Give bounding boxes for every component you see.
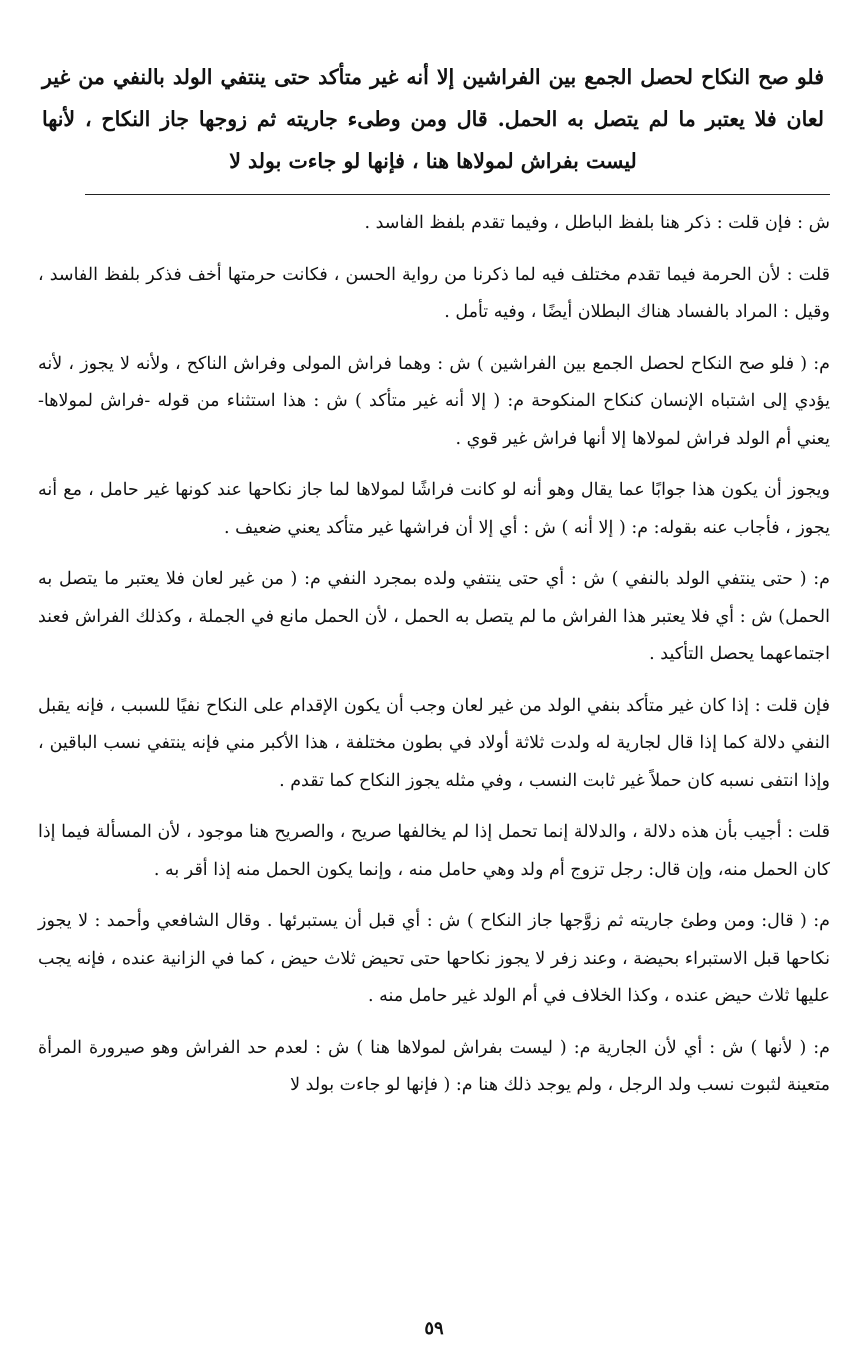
commentary-paragraph: قلت : لأن الحرمة فيما تقدم مختلف فيه لما ذكرنا من رواية الحسن ، فكانت حرمتها أخف فذكر بلفظ الفاسد ، وقيل : المراد بالفساد هناك البطلان أيضًا ، وفيه تأمل . [38,264,830,322]
separator-rule [85,194,830,195]
commentary-paragraph: فإن قلت : إذا كان غير متأكد بنفي الولد من غير لعان وجب أن يكون الإقدام على النكاح نفيًا للسبب ، فإنه يقبل النفي دلالة كما إذا قال لجارية له ولدت ثلاثة أولاد في بطون مختلفة ، هذا الأكبر مني فإنه ينتفي نسب الباقين ، وإذا انتفى نسبه كان حملاً غير ثابت النسب ، وفي مثله يجوز النكاح كما تقدم . [38,695,830,791]
commentary-paragraph: ش : فإن قلت : ذكر هنا بلفظ الباطل ، وفيما تقدم بلفظ الفاسد . [364,213,830,233]
commentary-paragraph: ويجوز أن يكون هذا جوابًا عما يقال وهو أنه لو كانت فراشًا لمولاها لما جاز نكاحها عند كونها غير حامل ، مع أنه يجوز ، فأجاب عنه بقوله: م: ( إلا أنه ) ش : أي إلا أن فراشها غير متأكد يعني ضعيف . [38,480,830,538]
page-number: ٥٩ [424,1318,444,1339]
commentary-paragraph: م: ( فلو صح النكاح لحصل الجمع بين الفراشين ) ش : وهما فراش المولى وفراش الناكح ، ولأنه لا يجوز ، لأنه يؤدي إلى اشتباه الإنسان كنكاح المنكوحة م: ( إلا أنه غير متأكد ) ش : هذا استثناء من قوله -فراش لمولاها- يعني أم الولد فراش لمولاها إلا أنها فراش غير قوي . [38,353,830,449]
commentary-paragraph: م: ( لأنها ) ش : أي لأن الجارية م: ( ليست بفراش لمولاها هنا ) ش : لعدم حد الفراش وهو صيرورة المرأة متعينة لثبوت نسب ولد الرجل ، ولم يوجد ذلك هنا م: ( فإنها لو جاءت بولد لا [38,1037,830,1095]
commentary-paragraph: م: ( حتى ينتفي الولد بالنفي ) ش : أي حتى ينتفي ولده بمجرد النفي م: ( من غير لعان فلا يعتبر ما يتصل به الحمل) ش : أي فلا يعتبر هذا الفراش ما لم يتصل به الحمل ، لأن الحمل مانع في الجملة ، وكذلك الفراش فعند اجتماعهما يحصل التأكيد . [38,569,830,664]
commentary-paragraph: م: ( قال: ومن وطئ جاريته ثم زوَّجها جاز النكاح ) ش : أي قبل أن يستبرئها . وقال الشافعي وأحمد : لا يجوز نكاحها قبل الاستبراء بحيضة ، وعند زفر لا يجوز نكاحها حتى تحيض ثلاث حيض ، كما في الزانية عنده ، فإنه يجب عليها ثلاث حيض عنده ، وكذا الخلاف في أم الولد غير حامل منه . [38,911,830,1006]
main-text: فلو صح النكاح لحصل الجمع بين الفراشين إلا أنه غير متأكد حتى ينتفي الولد بالنفي من غير لعان فلا يعتبر ما لم يتصل به الحمل. قال ومن وطىء جاريته ثم زوجها جاز النكاح ، لأنها ليست بفراش لمولاها هنا ، فإنها لو جاءت بولد لا [42,65,824,173]
commentary [38,205,830,1105]
commentary-paragraph: قلت : أجيب بأن هذه دلالة ، والدلالة إنما تحمل إذا لم يخالفها صريح ، والصريح هنا موجود ، لأن المسألة فيما إذا كان الحمل منه، وإن قال: رجل تزوج أم ولد وهي حامل منه ، وإنما يكون الحمل منه إذا أقر به . [38,822,830,880]
